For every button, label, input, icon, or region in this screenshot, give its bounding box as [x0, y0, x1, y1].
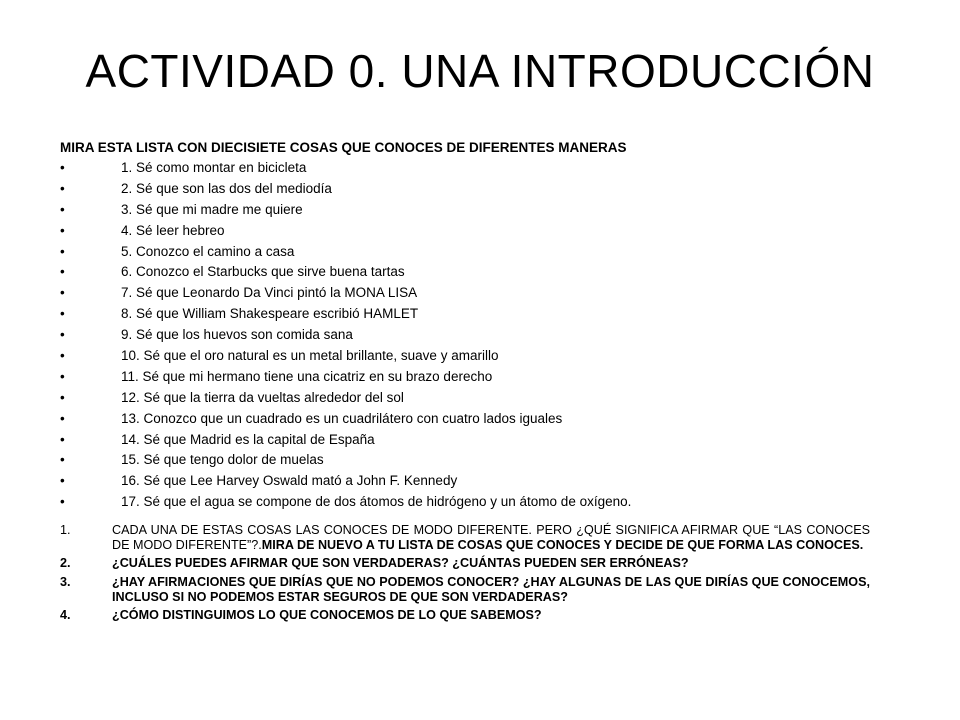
question-bold-text: ¿CÓMO DISTINGUIMOS LO QUE CONOCEMOS DE LO QUE SABEMOS? — [112, 608, 542, 623]
question-item — [60, 556, 870, 571]
bullet-icon: • — [60, 243, 65, 259]
question-bold-text: ¿HAY AFIRMACIONES QUE DIRÍAS QUE NO PODEMOS CONOCER? ¿HAY ALGUNAS DE LAS QUE DIRÍAS QUE CONOCEMOS, INCLUSO SI NO PODEMOS ESTAR SEGUROS DE QUE SON VERDADERAS? — [112, 574, 870, 604]
bullet-icon: • — [60, 180, 65, 196]
bullet-icon: • — [60, 306, 65, 322]
questions-list — [60, 523, 870, 623]
question-item — [60, 608, 870, 623]
slide-title: ACTIVIDAD 0. UNA INTRODUCCIÓN — [85, 45, 875, 97]
fact-item — [60, 200, 870, 221]
fact-text: 7. Sé que Leonardo Da Vinci pintó la MONA LISA — [121, 285, 418, 301]
fact-text: 6. Conozco el Starbucks que sirve buena tartas — [121, 264, 405, 280]
fact-text: 12. Sé que la tierra da vueltas alrededor del sol — [121, 389, 404, 405]
fact-item — [60, 471, 870, 492]
fact-text: 4. Sé leer hebreo — [121, 222, 225, 238]
bullet-icon: • — [60, 389, 65, 405]
fact-text: 8. Sé que William Shakespeare escribió HAMLET — [121, 306, 419, 322]
question-text: CADA UNA DE ESTAS COSAS LAS CONOCES DE MODO DIFERENTE. PERO ¿QUÉ SIGNIFICA AFIRMAR QUE “LAS CONOCES DE MODO DIFERENTE”?. — [112, 523, 870, 552]
fact-text: 2. Sé que son las dos del mediodía — [121, 180, 332, 196]
fact-item — [60, 179, 870, 200]
fact-text: 3. Sé que mi madre me quiere — [121, 201, 303, 217]
bullet-icon: • — [60, 222, 65, 238]
question-item — [60, 523, 870, 552]
fact-item — [60, 450, 870, 471]
fact-item — [60, 430, 870, 451]
bullet-icon: • — [60, 201, 65, 217]
fact-text: 17. Sé que el agua se compone de dos átomos de hidrógeno y un átomo de oxígeno. — [121, 494, 632, 510]
fact-item — [60, 409, 870, 430]
question-bold-text: MIRA DE NUEVO A TU LISTA DE COSAS QUE CONOCES Y DECIDE DE QUE FORMA LAS CONOCES. — [261, 537, 864, 552]
fact-text: 14. Sé que Madrid es la capital de España — [121, 431, 375, 447]
bullet-icon: • — [60, 348, 65, 364]
fact-text: 13. Conozco que un cuadrado es un cuadrilátero con cuatro lados iguales — [121, 410, 563, 426]
facts-list — [60, 158, 870, 513]
question-item — [60, 575, 870, 604]
bullet-icon: • — [60, 452, 65, 468]
fact-item — [60, 221, 870, 242]
question-bold-text: ¿CUÁLES PUEDES AFIRMAR QUE SON VERDADERAS? ¿CUÁNTAS PUEDEN SER ERRÓNEAS? — [112, 556, 689, 571]
fact-item — [60, 367, 870, 388]
slide-content — [60, 140, 870, 627]
fact-text: 15. Sé que tengo dolor de muelas — [121, 452, 324, 468]
fact-item — [60, 158, 870, 179]
fact-text: 16. Sé que Lee Harvey Oswald mató a John F. Kennedy — [121, 473, 458, 489]
fact-item — [60, 492, 870, 513]
bullet-icon: • — [60, 327, 65, 343]
intro-heading: MIRA ESTA LISTA CON DIECISIETE COSAS QUE CONOCES DE DIFERENTES MANERAS — [60, 140, 627, 155]
question-number: 2. — [60, 556, 71, 571]
fact-item — [60, 283, 870, 304]
bullet-icon: • — [60, 285, 65, 301]
question-number: 1. — [60, 523, 71, 538]
question-number: 3. — [60, 574, 71, 589]
fact-item — [60, 325, 870, 346]
fact-item — [60, 304, 870, 325]
fact-text: 9. Sé que los huevos son comida sana — [121, 327, 353, 343]
fact-text: 5. Conozco el camino a casa — [121, 243, 295, 259]
bullet-icon: • — [60, 160, 65, 175]
fact-text: 11. Sé que mi hermano tiene una cicatriz en su brazo derecho — [121, 368, 493, 384]
bullet-icon: • — [60, 368, 65, 384]
fact-text: 10. Sé que el oro natural es un metal brillante, suave y amarillo — [121, 348, 499, 364]
bullet-icon: • — [60, 264, 65, 280]
bullet-icon: • — [60, 473, 65, 489]
question-number: 4. — [60, 608, 71, 623]
bullet-icon: • — [60, 431, 65, 447]
fact-item — [60, 242, 870, 263]
fact-item — [60, 346, 870, 367]
fact-text: 1. Sé como montar en bicicleta — [121, 160, 307, 175]
bullet-icon: • — [60, 494, 65, 510]
fact-item — [60, 262, 870, 283]
bullet-icon: • — [60, 410, 65, 426]
fact-item — [60, 388, 870, 409]
